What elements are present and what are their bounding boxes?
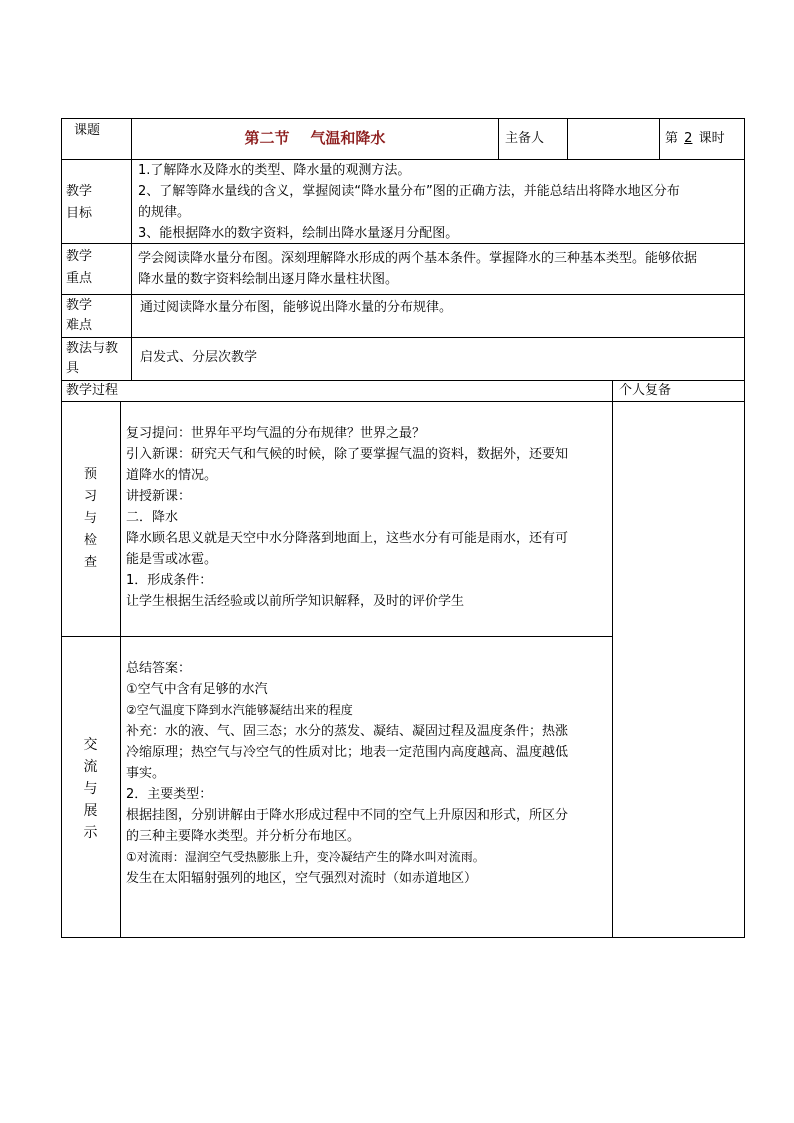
exchange-line: 冷缩原理；热空气与冷空气的性质对比；地表一定范围内高度越高、温度越低	[126, 745, 569, 760]
methods-label-line-2: 具	[66, 361, 80, 376]
exchange-label-char: 流	[83, 759, 98, 775]
key-points-label-line-1: 教学	[66, 249, 93, 264]
process-label: 教学过程	[66, 383, 119, 398]
preview-label-char: 与	[83, 511, 97, 526]
preview-line: 降水顾名思义就是天空中水分降落到地面上，这些水分有可能是雨水，还有可	[126, 531, 569, 546]
exchange-line: ①对流雨：湿润空气受热膨胀上升，变冷凝结产生的降水叫对流雨。	[126, 850, 485, 864]
objectives-line: 2、了解等降水量线的含义，掌握阅读“降水量分布”图的正确方法，并能总结出将降水地区分布	[138, 184, 680, 199]
key-points-label-line-2: 重点	[66, 271, 93, 286]
preview-label-char: 查	[83, 555, 97, 570]
methods-label	[66, 339, 118, 379]
exchange-line: 2．主要类型：	[126, 787, 213, 802]
preview-line: 道降水的情况。	[126, 468, 218, 483]
exchange-label-char: 示	[83, 825, 98, 841]
difficulties-label	[66, 296, 92, 336]
preview-section-label	[61, 464, 120, 574]
exchange-label-char: 交	[83, 737, 98, 753]
exchange-line: ①空气中含有足够的水汽	[126, 682, 268, 697]
exchange-line: 的三种主要降水类型。并分析分布地区。	[126, 829, 361, 844]
preview-label-char: 检	[83, 533, 97, 548]
exchange-line: 根据挂图，分别讲解由于降水形成过程中不同的空气上升原因和形式，所区分	[126, 808, 569, 823]
preview-line: 1．形成条件：	[126, 573, 213, 588]
difficulties-label-line-1: 教学	[66, 298, 93, 313]
exchange-section-content	[126, 658, 610, 889]
exchange-label-char: 与	[83, 781, 98, 797]
exchange-line: ②空气温度下降到水汽能够凝结出来的程度	[126, 703, 353, 717]
preview-line: 讲授新课：	[126, 489, 192, 504]
preview-line: 能是雪或冰雹。	[126, 552, 218, 567]
lesson-count-number: 2	[684, 131, 693, 146]
exchange-line: 补充：水的液、气、固三态；水分的蒸发、凝结、凝固过程及温度条件；热涨	[126, 724, 569, 739]
objectives-label	[66, 181, 92, 225]
preview-section-content	[126, 423, 610, 612]
preparer-label: 主备人	[505, 131, 545, 146]
preview-line: 复习提问：世界年平均气温的分布规律？世界之最？	[126, 426, 426, 441]
preview-label-char: 习	[83, 489, 97, 504]
lesson-count	[665, 128, 725, 149]
personal-prep-label: 个人复备	[619, 383, 672, 398]
objectives-content	[138, 160, 742, 244]
preview-line: 让学生根据生活经验或以前所学知识解释，及时的评价学生	[126, 594, 465, 609]
exchange-line: 事实。	[126, 766, 166, 781]
key-points-label	[66, 246, 92, 290]
exchange-section-label	[61, 734, 120, 844]
objectives-line: 3、能根据降水的数字资料，绘制出降水量逐月分配图。	[138, 226, 459, 241]
methods-label-line-1: 教法与教	[66, 341, 119, 356]
lesson-count-prefix: 第	[665, 131, 679, 146]
lesson-count-suffix: 课时	[698, 131, 725, 146]
difficulties-content: 通过阅读降水量分布图，能够说出降水量的分布规律。	[140, 300, 453, 315]
lesson-title: 第二节 气温和降水	[244, 129, 386, 147]
preview-label-char: 预	[83, 467, 97, 482]
exchange-line: 发生在太阳辐射强列的地区，空气强烈对流时（如赤道地区）	[126, 871, 478, 886]
key-points-content	[138, 248, 742, 290]
preview-line: 引入新课：研究天气和气候的时候，除了要掌握气温的资料，数据外，还要知	[126, 447, 569, 462]
topic-label: 课题	[74, 123, 101, 138]
objectives-label-line-1: 教学	[66, 184, 93, 199]
difficulties-label-line-2: 难点	[66, 318, 93, 333]
exchange-line: 总结答案：	[126, 661, 192, 676]
key-points-line: 降水量的数字资料绘制出逐月降水量柱状图。	[138, 272, 399, 287]
exchange-label-char: 展	[83, 803, 98, 819]
methods-content: 启发式、分层次教学	[140, 350, 258, 365]
preview-line: 二．降水	[126, 510, 179, 525]
key-points-line: 学会阅读降水量分布图。深刻理解降水形成的两个基本条件。掌握降水的三种基本类型。能够依据	[138, 251, 698, 266]
objectives-line: 1.了解降水及降水的类型、降水量的观测方法。	[138, 163, 411, 178]
objectives-label-line-2: 目标	[66, 206, 93, 221]
objectives-line: 的规律。	[138, 205, 191, 220]
